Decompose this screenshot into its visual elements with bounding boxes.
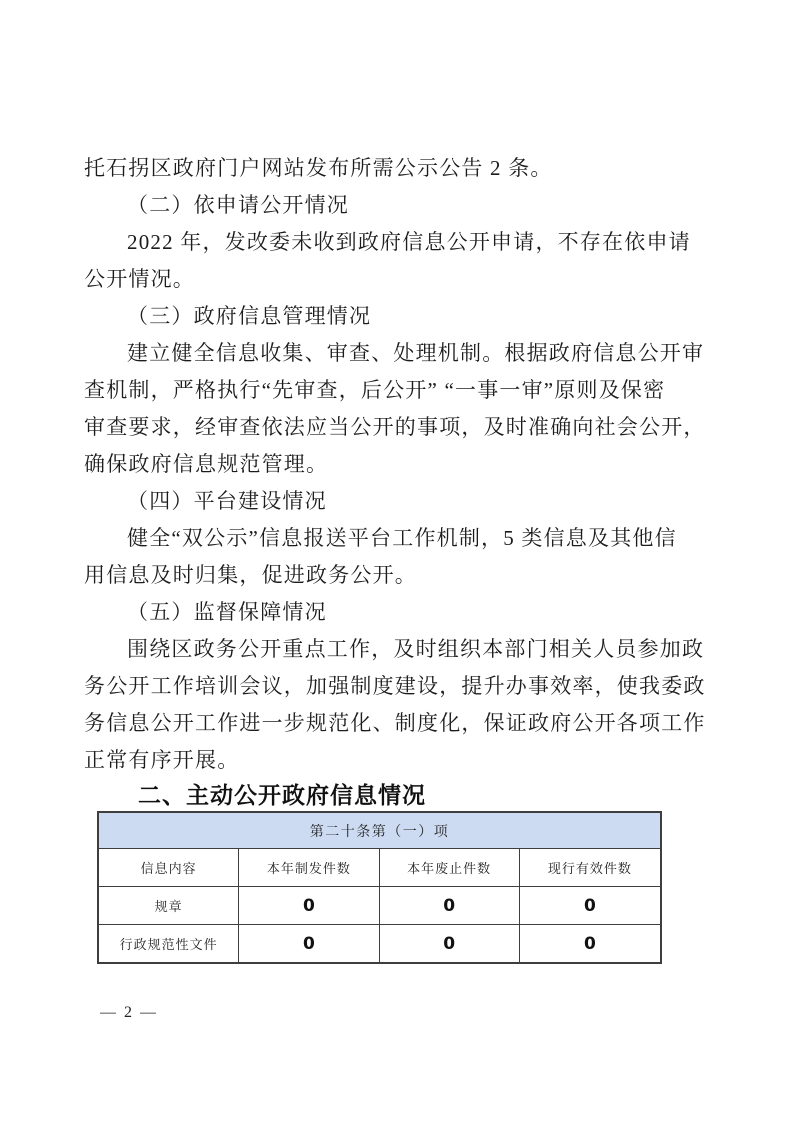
- body-line: 围绕区政务公开重点工作，及时组织本部门相关人员参加政: [127, 637, 705, 661]
- body-line: 确保政府信息规范管理。: [84, 452, 329, 476]
- cell-value: 0: [583, 895, 596, 916]
- cell-value: 0: [380, 887, 520, 924]
- body-line: （五）监督保障情况: [127, 600, 327, 624]
- page-number: — 2 —: [100, 1004, 158, 1021]
- table-header-row: [99, 849, 660, 887]
- body-line: （二）依申请公开情况: [127, 193, 349, 217]
- table-row: [99, 887, 660, 924]
- document-body: [84, 150, 724, 779]
- body-line: 建立健全信息收集、审查、处理机制。根据政府信息公开审: [127, 341, 705, 365]
- cell-value: 0: [239, 925, 379, 962]
- column-header: 现行有效件数: [547, 861, 632, 876]
- body-line: 查机制，严格执行“先审查，后公开” “一事一审”原则及保密: [84, 378, 666, 402]
- body-line: （三）政府信息管理情况: [127, 304, 372, 328]
- column-header: 信息内容: [99, 849, 239, 886]
- body-line: （四）平台建设情况: [127, 489, 327, 513]
- body-line: 健全“双公示”信息报送平台工作机制，5 类信息及其他信: [127, 526, 677, 550]
- body-line: 2022 年，发改委未收到政府信息公开申请，不存在依申请: [127, 230, 691, 254]
- row-label: 规章: [99, 887, 239, 924]
- section-heading: 二、主动公开政府信息情况: [138, 782, 426, 808]
- table-row: [99, 924, 660, 962]
- body-line: 审查要求，经审查依法应当公开的事项，及时准确向社会公开，: [84, 415, 706, 439]
- table-title: 第二十条第（一）项: [99, 813, 660, 849]
- disclosure-table: [97, 811, 662, 964]
- row-label: 行政规范性文件: [99, 925, 239, 962]
- cell-value: 0: [583, 933, 596, 954]
- column-header: 本年制发件数: [239, 849, 379, 886]
- body-line: 公开情况。: [84, 267, 195, 291]
- body-line: 务公开工作培训会议，加强制度建设，提升办事效率，使我委政: [84, 674, 706, 698]
- cell-value: 0: [380, 925, 520, 962]
- cell-value: 0: [239, 887, 379, 924]
- body-line: 用信息及时归集，促进政务公开。: [84, 563, 417, 587]
- column-header: 本年废止件数: [380, 849, 520, 886]
- body-line: 务信息公开工作进一步规范化、制度化，保证政府公开各项工作: [84, 711, 706, 735]
- body-line: 托石拐区政府门户网站发布所需公示公告 2 条。: [84, 156, 553, 180]
- body-line: 正常有序开展。: [84, 748, 240, 772]
